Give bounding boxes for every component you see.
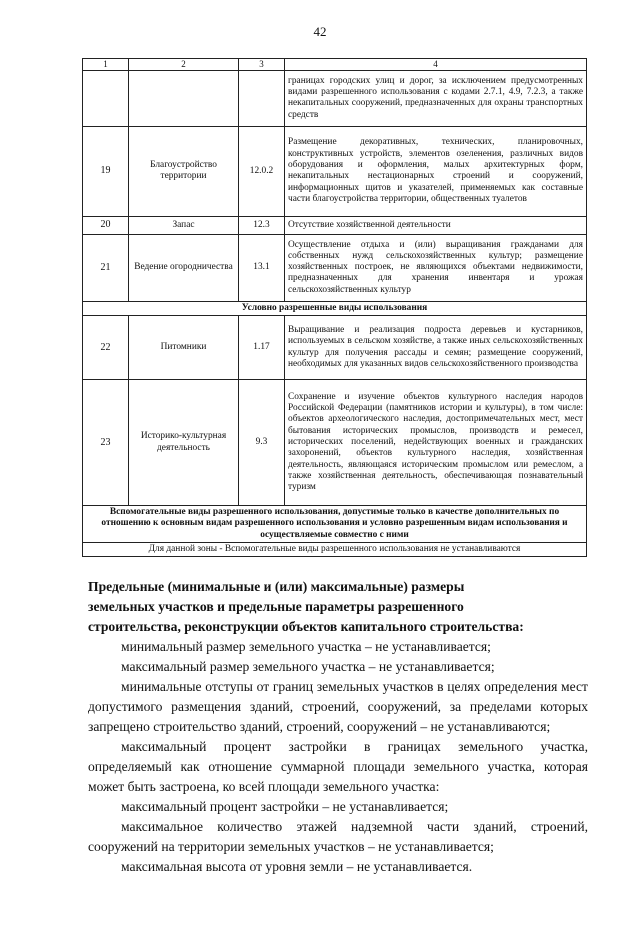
heading-line: строительства, реконструкции объектов капитального строительства:: [88, 619, 524, 634]
table-row: [83, 126, 587, 216]
parameter-item: максимальная высота от уровня земли – не устанавливается.: [121, 859, 473, 874]
heading-line: Предельные (минимальные и (или) максимальные) размеры: [88, 579, 465, 594]
row-name: Питомники: [129, 316, 239, 380]
heading-line: земельных участков и предельные параметры разрешенного: [88, 599, 464, 614]
auxiliary-uses-note: Для данной зоны - Вспомогательные виды разрешенного использования не устанавливаются: [83, 542, 587, 556]
row-description: Сохранение и изучение объектов культурного наследия народов Российской Федерации (памятников истории и культуры), в том числе: объектов археологического наследия, достопримечательных мест, мест бытования исторических промыслов, производств и ремесел, исторических поселений, недействующих военных и гражданских захоронений, объектов культурного наследия, хозяйственная деятельность, являющаяся историческим промыслом или ремеслом, а также хозяйственная деятельность, обеспечивающая познавательный туризм: [285, 380, 587, 506]
parameter-item: минимальный размер земельного участка – не устанавливается;: [121, 639, 491, 654]
auxiliary-uses-title: Вспомогательные виды разрешенного использования, допустимые только в качестве дополнительных по отношению к основным видам разрешенного использования и условно разрешенным видам использования и осуществляемые совместно с ними: [83, 506, 587, 543]
row-code: 1.17: [239, 316, 285, 380]
section-header-row: [83, 506, 587, 543]
row-name: Ведение огородничества: [129, 234, 239, 301]
parameters-section: [88, 577, 588, 877]
parameter-item: минимальные отступы от границ земельных участков в целях определения мест допустимого размещения зданий, строений, сооружений, за пределами которых запрещено строительство зданий, строений, сооружений – не устанавливаются;: [88, 679, 588, 734]
row-number: 22: [83, 316, 129, 380]
table-row: [83, 380, 587, 506]
parameter-item: максимальный размер земельного участка – не устанавливается;: [121, 659, 495, 674]
parameter-item: максимальный процент застройки – не устанавливается;: [121, 799, 449, 814]
table-row: [83, 216, 587, 234]
row-number: 23: [83, 380, 129, 506]
column-header: 2: [129, 59, 239, 71]
table-row: [83, 234, 587, 301]
column-header: 3: [239, 59, 285, 71]
table-row: [83, 316, 587, 380]
row-number: 20: [83, 216, 129, 234]
conditional-uses-title: Условно разрешенные виды использования: [83, 301, 587, 315]
parameter-item: максимальный процент застройки в границах земельного участка, определяемый как отношение суммарной площади земельного участка, которая может быть застроена, ко всей площади земельного участка:: [88, 739, 588, 794]
column-header: 4: [285, 59, 587, 71]
row-description: Отсутствие хозяйственной деятельности: [285, 216, 587, 234]
row-number: 21: [83, 234, 129, 301]
row-number: 19: [83, 126, 129, 216]
note-row: [83, 542, 587, 556]
row-description: Осуществление отдыха и (или) выращивания гражданами для собственных нужд сельскохозяйственных культур; размещение хозяйственных построек, не являющихся объектами недвижимости, предназначенных для хранения инвентаря и урожая сельскохозяйственных культур: [285, 234, 587, 301]
page-number: 42: [313, 24, 327, 39]
table-row: [83, 70, 587, 126]
row-code: 12.0.2: [239, 126, 285, 216]
row-description: Размещение декоративных, технических, планировочных, конструктивных устройств, элементов озеленения, различных видов оборудования и оформления, малых архитектурных форм, некапитальных нестационарных строений и сооружений, информационных щитов и указателей, применяемых как составные части благоустройства территории, общественных туалетов: [285, 126, 587, 216]
row-name: Запас: [129, 216, 239, 234]
row-description: границах городских улиц и дорог, за исключением предусмотренных видами разрешенного использования с кодами 2.7.1, 4.9, 7.2.3, а также некапитальных сооружений, предназначенных для охраны транспортных средств: [285, 70, 587, 126]
row-code: 13.1: [239, 234, 285, 301]
row-name: Благоустройство территории: [129, 126, 239, 216]
row-description: Выращивание и реализация подроста деревьев и кустарников, используемых в сельском хозяйстве, а также иных сельскохозяйственных культур для получения рассады и семян; размещение сооружений, необходимых для указанных видов сельскохозяйственного производства: [285, 316, 587, 380]
row-code: 9.3: [239, 380, 285, 506]
parameters-heading: [88, 577, 588, 637]
table-header-row: [83, 59, 587, 71]
row-name: Историко-культурная деятельность: [129, 380, 239, 506]
section-header-row: [83, 301, 587, 315]
parameter-item: максимальное количество этажей надземной части зданий, строений, сооружений на территории земельных участков – не устанавливается;: [88, 819, 588, 854]
land-use-table: [82, 58, 587, 557]
column-header: 1: [83, 59, 129, 71]
row-code: 12.3: [239, 216, 285, 234]
